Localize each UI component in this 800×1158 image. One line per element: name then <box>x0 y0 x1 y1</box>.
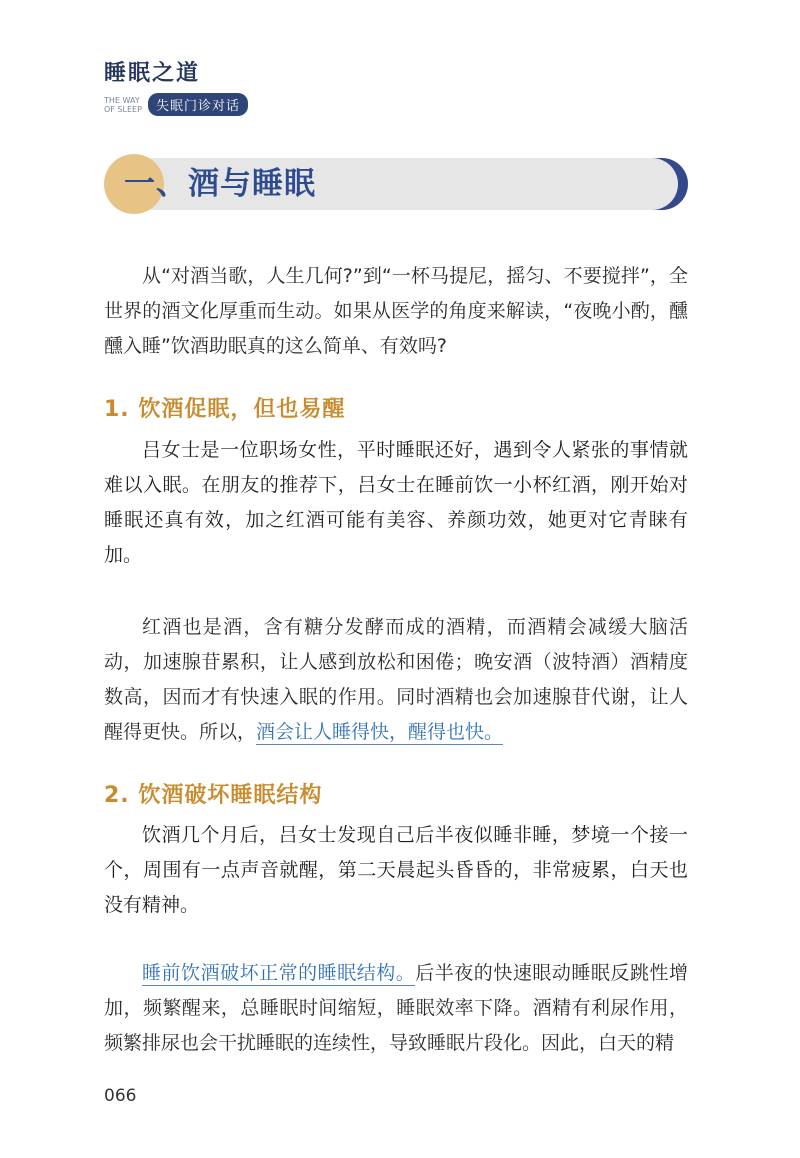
book-title: 睡眠之道 <box>104 61 201 86</box>
section-2-title: 2. 饮酒破坏睡眠结构 <box>104 783 323 808</box>
chapter-heading <box>104 154 688 214</box>
chapter-title: 一、酒与睡眠 <box>124 166 316 202</box>
brand-row <box>104 93 248 116</box>
intro-paragraph: 从“对酒当歌，人生几何?”到“一杯马提尼，摇匀、不要搅拌”，全世界的酒文化厚重而生动。如果从医学的角度来解读，“夜晚小酌，醺醺入睡”饮酒助眠真的这么简单、有效吗? <box>104 265 688 357</box>
running-header <box>104 56 248 116</box>
case-paragraph-1: 吕女士是一位职场女性，平时睡眠还好，遇到令人紧张的事情就难以入眠。在朋友的推荐下，吕女士在睡前饮一小杯红酒，刚开始对睡眠还真有效，加之红酒可能有美容、养颜功效，她更对它青睐有加。 <box>104 439 688 566</box>
explanation-paragraph-1: 红酒也是酒，含有糖分发酵而成的酒精，而酒精会减缓大脑活动，加速腺苷累积，让人感到放松和困倦；晚安酒（波特酒）酒精度数高，因而才有快速入眠的作用。同时酒精也会加速腺苷代谢，让人醒得更快。所以，酒会让人睡得快，醒得也快。 <box>104 616 688 743</box>
book-title-english: THE WAY OF SLEEP <box>104 95 142 114</box>
key-point-highlight-1: 酒会让人睡得快，醒得也快。 <box>256 721 504 743</box>
key-point-highlight-2: 睡前饮酒破坏正常的睡眠结构。 <box>142 962 416 984</box>
section-1-title: 1. 饮酒促眠，但也易醒 <box>104 397 346 422</box>
page-number: 066 <box>104 1086 137 1106</box>
explanation-paragraph-2: 睡前饮酒破坏正常的睡眠结构。后半夜的快速眼动睡眠反跳性增加，频繁醒来，总睡眠时间缩短，睡眠效率下降。酒精有利尿作用，频繁排尿也会干扰睡眠的连续性，导致睡眠片段化。因此，白天的精 <box>104 962 688 1054</box>
case-paragraph-2: 饮酒几个月后，吕女士发现自己后半夜似睡非睡，梦境一个接一个，周围有一点声音就醒，第二天晨起头昏昏的，非常疲累，白天也没有精神。 <box>104 824 688 916</box>
series-badge: 失眠门诊对话 <box>148 93 248 116</box>
